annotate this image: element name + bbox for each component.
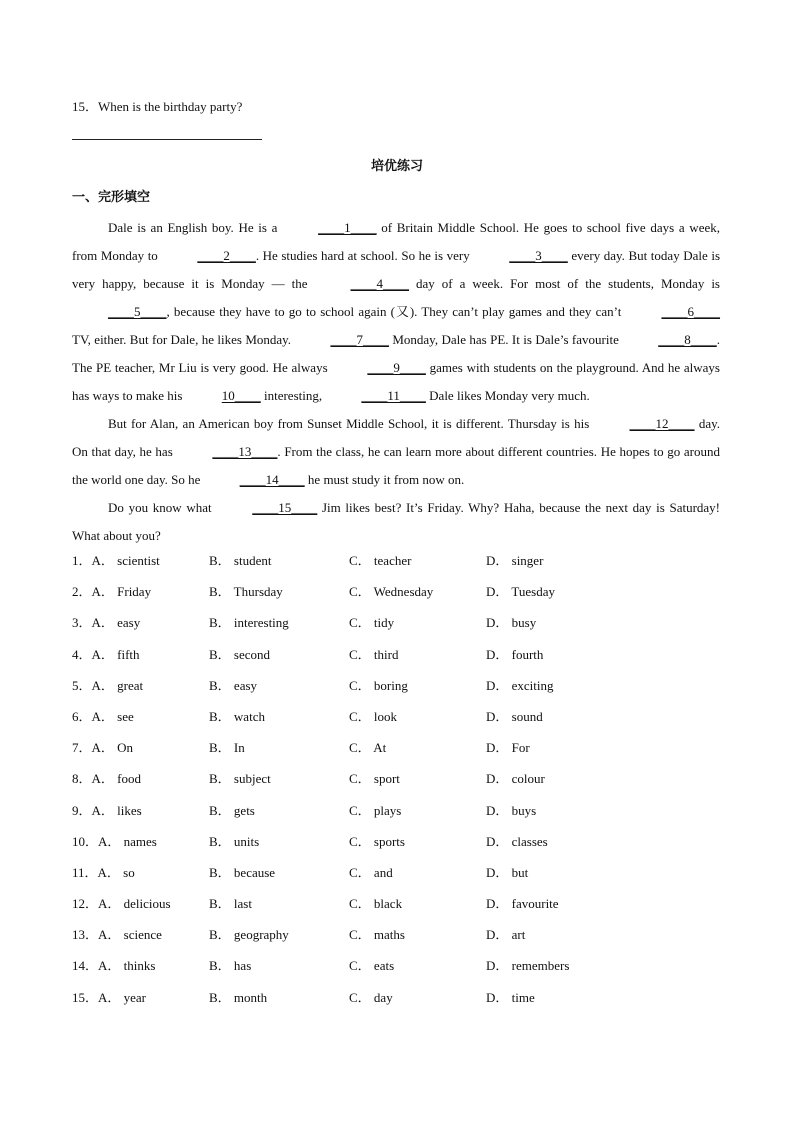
- option-choice[interactable]: 6．A． see: [72, 708, 134, 724]
- option-choice[interactable]: C． boring: [349, 677, 408, 693]
- answer-options: [72, 550, 722, 1018]
- passage-text: TV, either. But for Dale, he likes Monday.: [72, 332, 295, 347]
- cloze-blank[interactable]: 10____: [221, 388, 261, 403]
- option-choice[interactable]: C． black: [349, 896, 403, 912]
- option-choice[interactable]: 5．A． great: [72, 677, 144, 693]
- option-choice[interactable]: D． buys: [486, 802, 537, 818]
- cloze-blank[interactable]: ____1____: [318, 220, 377, 235]
- passage-text: day of a week. For most of the students, Monday is: [409, 276, 720, 291]
- option-choice[interactable]: B． watch: [209, 708, 265, 724]
- option-choice[interactable]: 3．A． easy: [72, 615, 141, 631]
- passage-paragraph-1: [72, 214, 720, 410]
- option-row: [72, 706, 722, 737]
- option-row: [72, 675, 722, 706]
- option-choice[interactable]: C． sport: [349, 771, 400, 787]
- option-choice[interactable]: B． units: [209, 833, 260, 849]
- option-row: [72, 924, 722, 955]
- option-choice[interactable]: C． look: [349, 708, 398, 724]
- option-choice[interactable]: D． colour: [486, 771, 545, 787]
- option-choice[interactable]: C． sports: [349, 833, 405, 849]
- option-row: [72, 550, 722, 581]
- option-row: [72, 581, 722, 612]
- option-choice[interactable]: B． last: [209, 896, 252, 912]
- option-choice[interactable]: D． For: [486, 740, 530, 756]
- passage-text: of Britain Middle School. He goes to school five days a week, from Monday to: [72, 220, 720, 263]
- option-choice[interactable]: 2．A． Friday: [72, 584, 152, 600]
- passage-text: Do you know what: [108, 500, 217, 515]
- passage-text: Dale is an English boy. He is a: [108, 220, 283, 235]
- option-choice[interactable]: D． art: [486, 927, 526, 943]
- option-choice[interactable]: C． maths: [349, 927, 405, 943]
- cloze-blank[interactable]: ____12____: [629, 416, 695, 431]
- cloze-blank[interactable]: ____6____: [661, 304, 720, 319]
- part-title: 一、完形填空: [72, 190, 151, 205]
- option-choice[interactable]: D． remembers: [486, 958, 570, 974]
- passage-text: Jim likes best? It’s Friday. Why? Haha, because the next day is Saturday! What about you?: [72, 500, 721, 543]
- cloze-blank[interactable]: ____2____: [197, 248, 256, 263]
- option-choice[interactable]: C． and: [349, 864, 393, 880]
- option-row: [72, 800, 722, 831]
- option-choice[interactable]: C． eats: [349, 958, 395, 974]
- option-choice[interactable]: 4．A． fifth: [72, 646, 140, 662]
- option-row: [72, 987, 722, 1018]
- option-choice[interactable]: 1．A． scientist: [72, 553, 160, 568]
- cloze-blank[interactable]: ____11____: [361, 388, 426, 403]
- option-choice[interactable]: C． day: [349, 989, 393, 1005]
- option-row: [72, 893, 722, 924]
- option-choice[interactable]: 15．A． year: [72, 989, 147, 1005]
- option-choice[interactable]: B． subject: [209, 771, 271, 787]
- option-choice[interactable]: C． tidy: [349, 615, 395, 631]
- option-choice[interactable]: 10．A． names: [72, 833, 157, 849]
- option-choice[interactable]: D． Tuesday: [486, 584, 555, 600]
- passage-text: . He studies hard at school. So he is very: [255, 248, 474, 263]
- option-choice[interactable]: D． but: [486, 864, 529, 880]
- option-choice[interactable]: D． time: [486, 989, 535, 1005]
- option-choice[interactable]: C． third: [349, 646, 399, 662]
- option-choice[interactable]: B． student: [209, 553, 272, 568]
- cloze-blank[interactable]: ____14____: [239, 472, 305, 487]
- option-choice[interactable]: D． singer: [486, 553, 544, 568]
- cloze-passage: [72, 214, 720, 550]
- passage-text: Monday, Dale has PE. It is Dale’s favourite: [388, 332, 623, 347]
- option-row: [72, 955, 722, 986]
- option-choice[interactable]: C． Wednesday: [349, 584, 434, 600]
- option-row: [72, 612, 722, 643]
- option-choice[interactable]: 7．A． On: [72, 740, 134, 756]
- passage-paragraph-2: [72, 410, 720, 494]
- option-choice[interactable]: B． interesting: [209, 615, 289, 631]
- option-choice[interactable]: C． At: [349, 740, 387, 756]
- cloze-blank[interactable]: ____5____: [108, 304, 167, 319]
- option-choice[interactable]: 11．A． so: [72, 864, 135, 880]
- cloze-blank[interactable]: ____3____: [509, 248, 568, 263]
- option-row: [72, 768, 722, 799]
- passage-paragraph-3: [72, 494, 720, 550]
- option-choice[interactable]: B． easy: [209, 677, 258, 693]
- option-choice[interactable]: 14．A． thinks: [72, 958, 156, 974]
- passage-text: he must study it from now on.: [304, 472, 465, 487]
- option-choice[interactable]: C． teacher: [349, 553, 412, 568]
- option-row: [72, 831, 722, 862]
- option-choice[interactable]: D． busy: [486, 615, 537, 631]
- cloze-blank[interactable]: ____13____: [212, 444, 278, 459]
- option-choice[interactable]: B． has: [209, 958, 252, 974]
- option-row: [72, 862, 722, 893]
- passage-text: . From the class, he can learn more about different countries. He hopes to go around the world one day. So he: [72, 444, 720, 487]
- passage-text: Dale likes Monday very much.: [425, 388, 590, 403]
- option-choice[interactable]: 13．A． science: [72, 927, 162, 943]
- cloze-blank[interactable]: ____8____: [658, 332, 717, 347]
- option-choice[interactable]: 8．A． food: [72, 771, 141, 787]
- option-choice[interactable]: B． geography: [209, 927, 289, 943]
- option-choice[interactable]: 12．A． delicious: [72, 896, 171, 912]
- cloze-blank[interactable]: ____15____: [252, 500, 318, 515]
- cloze-blank[interactable]: ____4____: [350, 276, 410, 291]
- question-15-text: 15．When is the birthday party?: [72, 99, 243, 114]
- option-choice[interactable]: B． Thursday: [209, 584, 283, 600]
- option-choice[interactable]: D． classes: [486, 833, 548, 849]
- option-row: [72, 737, 722, 768]
- answer-line[interactable]: [72, 139, 262, 140]
- passage-text: . The PE teacher, Mr Liu is very good. He always: [72, 332, 720, 375]
- passage-text: , because they have to go to school again (又). They can’t play games and they can’t: [166, 304, 626, 319]
- passage-text: But for Alan, an American boy from Sunset Middle School, it is different. Thursday is his: [108, 416, 594, 431]
- option-choice[interactable]: 9．A． likes: [72, 802, 142, 818]
- passage-text: games with students on the playground. And he always has ways to make his: [72, 360, 720, 403]
- option-choice[interactable]: B． gets: [209, 802, 255, 818]
- option-choice[interactable]: D． sound: [486, 708, 543, 724]
- passage-text: day. On that day, he has: [72, 416, 720, 459]
- option-choice[interactable]: D． favourite: [486, 896, 559, 912]
- passage-text: interesting,: [260, 388, 326, 403]
- option-choice[interactable]: C． plays: [349, 802, 402, 818]
- passage-text: every day. But today Dale is very happy, because it is Monday — the: [72, 248, 720, 291]
- option-choice[interactable]: B． because: [209, 864, 276, 880]
- option-choice[interactable]: D． exciting: [486, 677, 554, 693]
- cloze-blank[interactable]: ____9____: [367, 360, 426, 375]
- option-choice[interactable]: B． second: [209, 646, 271, 662]
- option-row: [72, 644, 722, 675]
- cloze-blank[interactable]: ____7____: [330, 332, 389, 347]
- option-choice[interactable]: D． fourth: [486, 646, 544, 662]
- option-choice[interactable]: B． month: [209, 989, 268, 1005]
- option-choice[interactable]: B． In: [209, 740, 245, 756]
- section-title: 培优练习: [370, 159, 423, 174]
